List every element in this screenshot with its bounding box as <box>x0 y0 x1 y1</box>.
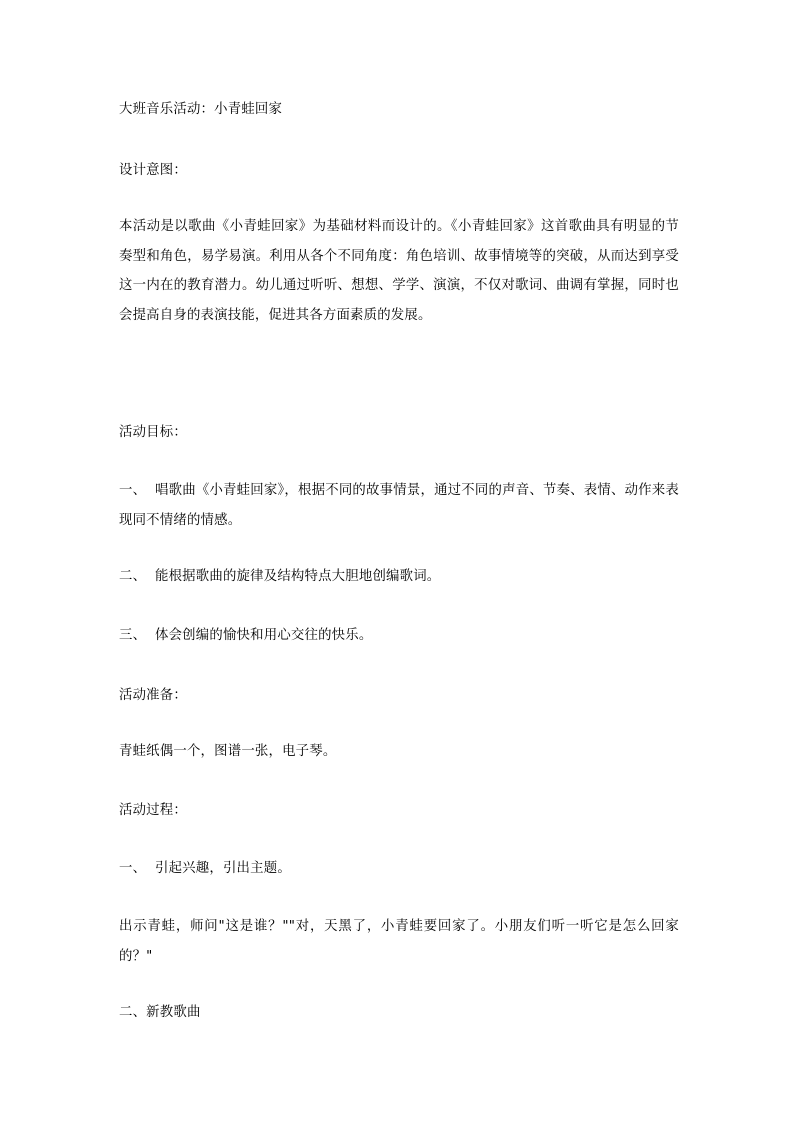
goals-heading: 活动目标： <box>119 425 187 440</box>
goal-number: 二、 <box>119 569 147 584</box>
preparation-heading: 活动准备： <box>119 688 187 703</box>
goal-text: 能根据歌曲的旋律及结构特点大胆地创编歌词。 <box>155 569 441 584</box>
step-number: 一、 <box>119 861 147 876</box>
process-step-1-body: 出示青蛙，师问"这是谁？""对，天黑了，小青蛙要回家了。小朋友们听一听它是怎么回家的？" <box>119 919 679 964</box>
goal-text: 体会创编的愉快和用心交往的快乐。 <box>155 628 373 643</box>
step-text: 引起兴趣，引出主题。 <box>155 861 291 876</box>
process-step-1 <box>119 860 291 878</box>
document-title: 大班音乐活动：小青蛙回家 <box>119 102 283 117</box>
goal-item-3 <box>119 627 372 645</box>
design-intent-heading: 设计意图： <box>119 163 187 178</box>
process-step-2: 二、新教歌曲 <box>119 1005 201 1020</box>
design-intent-body: 本活动是以歌曲《小青蛙回家》为基础材料而设计的。《小青蛙回家》这首歌曲具有明显的节奏型和角色，易学易演。利用从各个不同角度：角色培训、故事情境等的突破，从而达到享受这一内在的教育潜力。幼儿通过听听、想想、学学、演演，不仅对歌词、曲调有掌握，同时也会提高自身的表演技能，促进其各方面素质的发展。 <box>119 219 679 323</box>
process-heading: 活动过程： <box>119 803 187 818</box>
goal-text: 唱歌曲《小青蛙回家》，根据不同的故事情景，通过不同的声音、节奏、表情、动作来表现同不情绪的情感。 <box>119 483 679 528</box>
goal-number: 一、 <box>119 483 147 498</box>
goal-item-2 <box>119 568 440 586</box>
preparation-body: 青蛙纸偶一个，图谱一张，电子琴。 <box>119 744 337 759</box>
goal-item-1 <box>119 476 679 535</box>
goal-number: 三、 <box>119 628 147 643</box>
